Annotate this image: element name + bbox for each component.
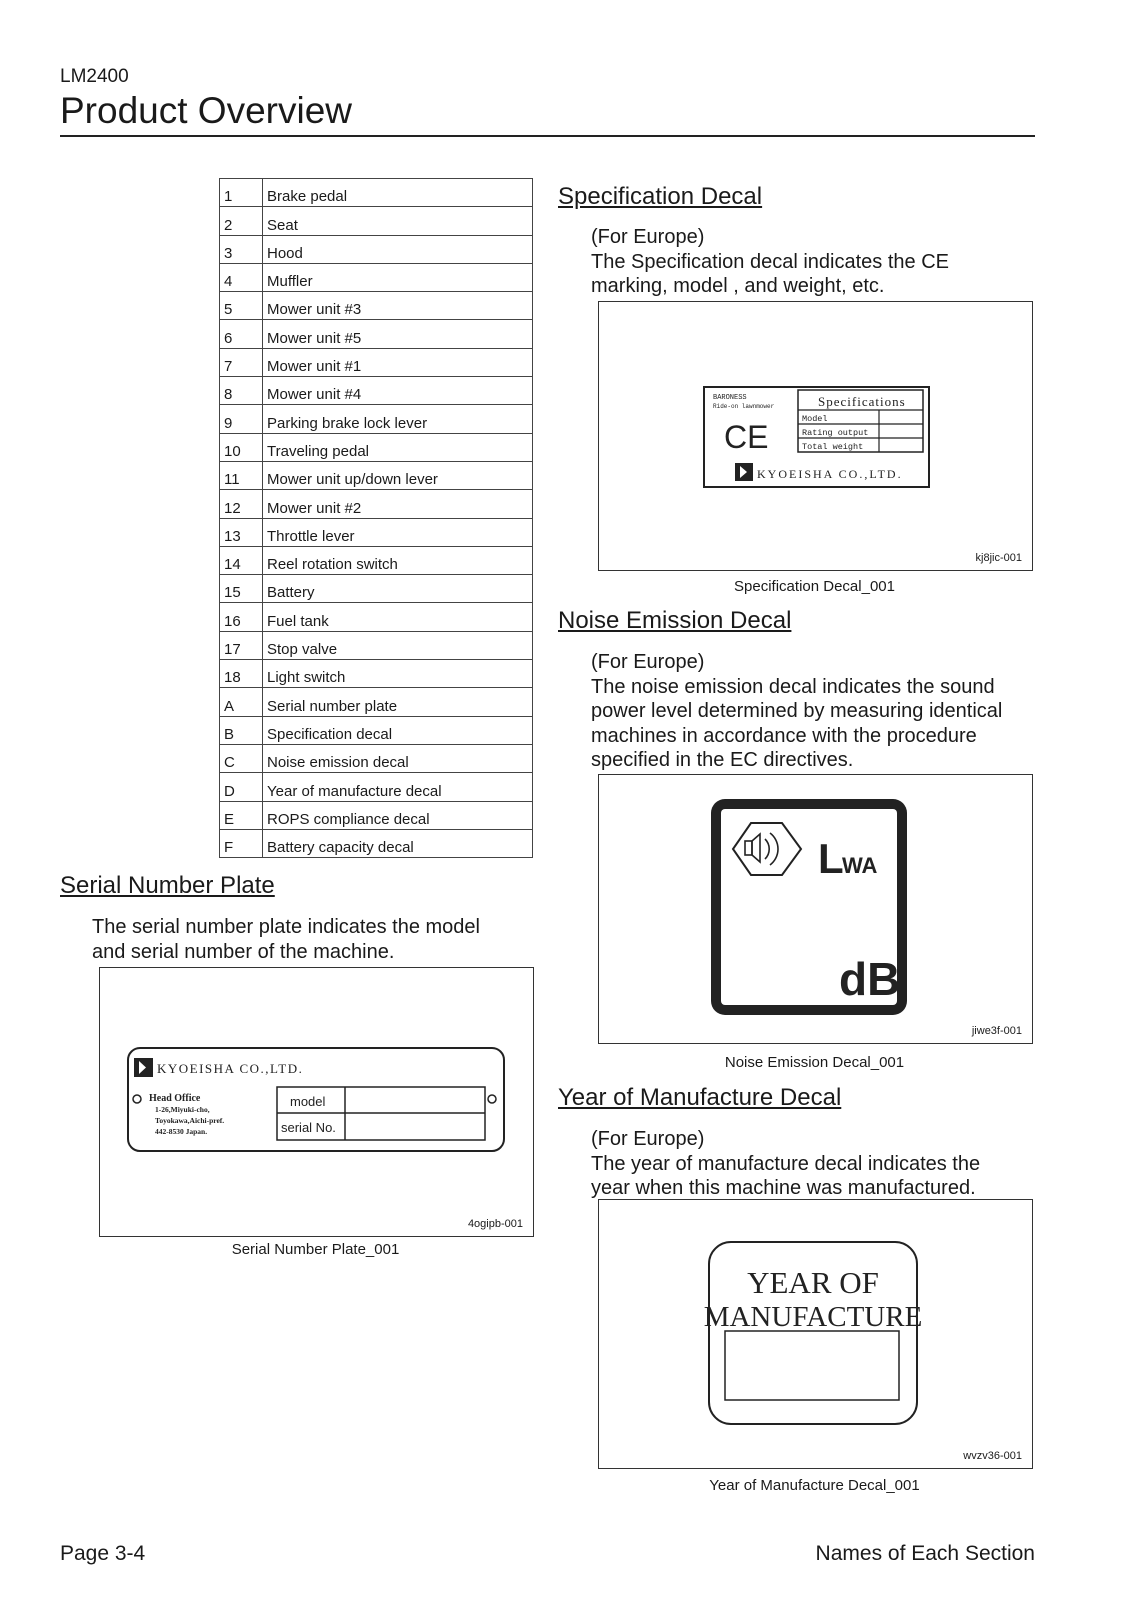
noise-decal-line-1: (For Europe) — [591, 651, 705, 673]
spec-decal-line-3: marking, model , and weight, etc. — [591, 275, 885, 297]
part-key: 3 — [220, 235, 263, 263]
part-key: 8 — [220, 377, 263, 405]
decal-company: KYOEISHA CO.,LTD. — [757, 467, 903, 481]
part-label: Mower unit #3 — [263, 292, 533, 320]
table-row — [220, 546, 533, 574]
noise-decal-illustration — [599, 775, 1032, 1043]
part-key: E — [220, 801, 263, 829]
section-name: Names of Each Section — [815, 1542, 1035, 1565]
table-row — [220, 801, 533, 829]
part-key: 10 — [220, 433, 263, 461]
decal-weight-label: Total weight — [802, 442, 864, 452]
part-label: Traveling pedal — [263, 433, 533, 461]
table-row — [220, 320, 533, 348]
year-decal-heading: Year of Manufacture Decal — [558, 1084, 842, 1111]
table-row — [220, 405, 533, 433]
model-name: LM2400 — [60, 66, 129, 87]
noise-decal-line-5: specified in the EC directives. — [591, 749, 854, 771]
spec-decal-line-1: (For Europe) — [591, 226, 705, 248]
part-label: Seat — [263, 207, 533, 235]
year-decal-title-2: MANUFACTURE — [703, 1301, 923, 1333]
year-decal-code: wvzv36-001 — [963, 1450, 1022, 1462]
noise-decal-figure — [598, 774, 1033, 1044]
part-key: D — [220, 773, 263, 801]
part-key: 11 — [220, 461, 263, 489]
part-key: 9 — [220, 405, 263, 433]
part-key: 5 — [220, 292, 263, 320]
part-key: 1 — [220, 179, 263, 207]
year-decal-figure — [598, 1199, 1033, 1469]
decal-subtitle: Ride-on lawnmower — [713, 403, 775, 410]
table-row — [220, 518, 533, 546]
part-label: Fuel tank — [263, 603, 533, 631]
header-rule — [60, 135, 1035, 137]
table-row — [220, 490, 533, 518]
part-label: Mower unit #5 — [263, 320, 533, 348]
plate-address-1: 1-26,Miyuki-cho, — [155, 1105, 210, 1114]
decal-rating-label: Rating output — [802, 428, 869, 438]
part-label: Brake pedal — [263, 179, 533, 207]
table-row — [220, 263, 533, 291]
db-mark: dB — [839, 953, 901, 1005]
table-row — [220, 603, 533, 631]
serial-plate-code: 4ogipb-001 — [467, 1218, 523, 1230]
ce-mark: CE — [724, 419, 769, 455]
part-key: B — [220, 716, 263, 744]
year-decal-text — [591, 1127, 980, 1201]
table-row — [220, 461, 533, 489]
noise-decal-code: jiwe3f-001 — [971, 1025, 1022, 1037]
part-label: Mower unit #2 — [263, 490, 533, 518]
year-decal-caption: Year of Manufacture Decal_001 — [709, 1477, 920, 1494]
lwa-l: L — [818, 835, 844, 882]
part-label: Year of manufacture decal — [263, 773, 533, 801]
decal-model-label: Model — [802, 414, 828, 424]
table-row — [220, 348, 533, 376]
page-title: Product Overview — [60, 90, 352, 131]
page-number: Page 3-4 — [60, 1542, 146, 1565]
part-key: 17 — [220, 631, 263, 659]
serial-plate-illustration — [100, 968, 533, 1236]
part-label: Parking brake lock lever — [263, 405, 533, 433]
part-key: 18 — [220, 660, 263, 688]
part-label: Specification decal — [263, 716, 533, 744]
decal-brand: BARONESS — [713, 394, 747, 402]
parts-table — [219, 178, 533, 858]
plate-model-label: model — [290, 1094, 326, 1109]
part-key: 16 — [220, 603, 263, 631]
part-key: 12 — [220, 490, 263, 518]
part-label: Hood — [263, 235, 533, 263]
part-label: Battery capacity decal — [263, 829, 533, 857]
table-row — [220, 179, 533, 207]
spec-decal-heading: Specification Decal — [558, 183, 763, 210]
part-key: C — [220, 744, 263, 772]
table-row — [220, 829, 533, 857]
table-row — [220, 292, 533, 320]
spec-decal-text — [591, 225, 949, 299]
noise-decal-line-3: power level determined by measuring identical — [591, 700, 1003, 722]
noise-decal-text — [591, 650, 1002, 773]
table-row — [220, 575, 533, 603]
part-label: Stop valve — [263, 631, 533, 659]
serial-plate-caption: Serial Number Plate_001 — [231, 1241, 400, 1258]
year-decal-title-1: YEAR OF — [747, 1265, 879, 1300]
noise-decal-line-2: The noise emission decal indicates the sound — [591, 675, 995, 698]
table-row — [220, 207, 533, 235]
part-key: 14 — [220, 546, 263, 574]
part-label: Throttle lever — [263, 518, 533, 546]
spec-decal-line-2: The Specification decal indicates the CE — [591, 250, 949, 273]
part-key: F — [220, 829, 263, 857]
part-label: Battery — [263, 575, 533, 603]
table-row — [220, 377, 533, 405]
part-label: Mower unit up/down lever — [263, 461, 533, 489]
part-label: Mower unit #1 — [263, 348, 533, 376]
part-label: Light switch — [263, 660, 533, 688]
plate-office: Head Office — [149, 1093, 201, 1104]
year-decal-illustration — [599, 1200, 1032, 1468]
year-decal-line-2: The year of manufacture decal indicates the — [591, 1152, 981, 1175]
table-row — [220, 631, 533, 659]
table-row — [220, 235, 533, 263]
table-row — [220, 716, 533, 744]
spec-decal-illustration — [599, 302, 1032, 570]
part-label: Noise emission decal — [263, 744, 533, 772]
year-decal-line-1: (For Europe) — [591, 1128, 705, 1150]
plate-address-2: Toyokawa,Aichi-pref. — [155, 1116, 225, 1125]
serial-plate-line-1: The serial number plate indicates the model — [92, 916, 480, 938]
plate-address-3: 442-8530 Japan. — [155, 1127, 208, 1136]
noise-decal-caption: Noise Emission Decal_001 — [724, 1054, 905, 1071]
noise-decal-heading: Noise Emission Decal — [558, 607, 792, 634]
serial-plate-heading: Serial Number Plate — [60, 872, 275, 899]
part-key: A — [220, 688, 263, 716]
part-key: 15 — [220, 575, 263, 603]
part-label: Reel rotation switch — [263, 546, 533, 574]
table-row — [220, 744, 533, 772]
part-key: 4 — [220, 263, 263, 291]
serial-plate-figure — [99, 967, 534, 1237]
plate-serial-label: serial No. — [281, 1120, 336, 1135]
spec-decal-caption: Specification Decal_001 — [734, 578, 895, 595]
part-label: ROPS compliance decal — [263, 801, 533, 829]
serial-plate-line-2: and serial number of the machine. — [92, 940, 395, 963]
serial-plate-text — [92, 915, 480, 964]
table-row — [220, 773, 533, 801]
part-key: 6 — [220, 320, 263, 348]
plate-company: KYOEISHA CO.,LTD. — [157, 1061, 304, 1076]
year-decal-line-3: year when this machine was manufactured. — [591, 1177, 976, 1199]
part-key: 7 — [220, 348, 263, 376]
decal-spec-title: Specifications — [818, 394, 906, 409]
table-row — [220, 660, 533, 688]
part-key: 2 — [220, 207, 263, 235]
spec-decal-code: kj8jic-001 — [975, 552, 1022, 564]
lwa-wa: WA — [842, 853, 878, 878]
part-key: 13 — [220, 518, 263, 546]
table-row — [220, 433, 533, 461]
part-label: Mower unit #4 — [263, 377, 533, 405]
table-row — [220, 688, 533, 716]
part-label: Serial number plate — [263, 688, 533, 716]
part-label: Muffler — [263, 263, 533, 291]
spec-decal-figure — [598, 301, 1033, 571]
noise-decal-line-4: machines in accordance with the procedure — [591, 724, 977, 747]
